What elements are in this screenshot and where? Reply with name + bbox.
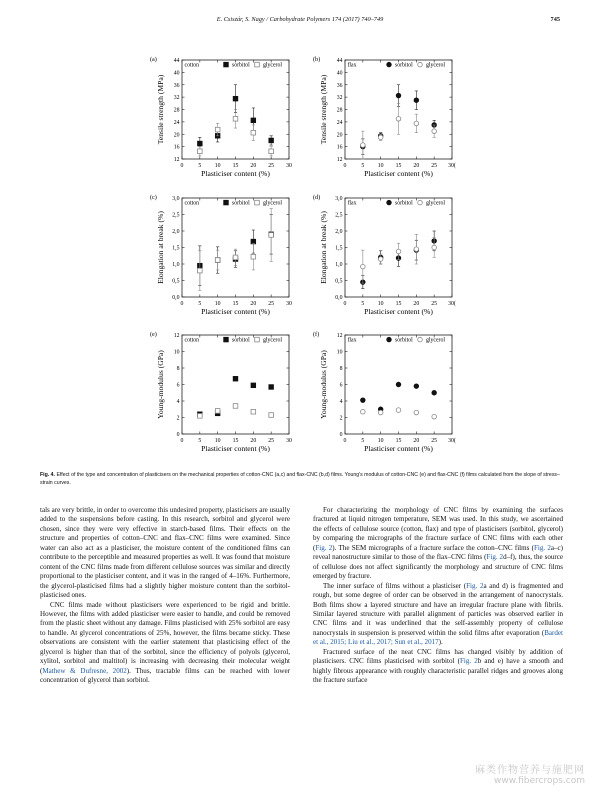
- y-tick-label: 12: [336, 333, 343, 340]
- data-point-glycerol: [233, 255, 238, 260]
- page-number: 745: [550, 16, 560, 23]
- legend-label-glycerol: glycerol: [426, 337, 445, 344]
- x-tick-label: 10: [214, 438, 221, 444]
- data-point-glycerol: [361, 409, 366, 414]
- panel-label: (c): [150, 194, 157, 201]
- chart-panel-e: [148, 325, 298, 465]
- data-point-glycerol: [378, 135, 383, 140]
- legend-marker-glycerol: [255, 200, 260, 205]
- y-axis-label: Tensile strength (MPa): [156, 74, 165, 145]
- legend-marker-glycerol: [418, 337, 423, 342]
- watermark-cn: 麻类作物营养与施肥网: [475, 765, 585, 776]
- x-tick-label: 15: [395, 163, 402, 169]
- legend-label-sorbitol: sorbitol: [395, 200, 413, 207]
- y-tick-label: 2,0: [172, 229, 180, 236]
- y-tick-label: 8: [339, 366, 343, 373]
- data-point-glycerol: [432, 129, 437, 134]
- figure-link[interactable]: Fig. 2: [459, 657, 478, 666]
- legend-marker-glycerol: [255, 337, 260, 342]
- data-point-glycerol: [269, 149, 274, 154]
- x-tick-label: 5: [198, 438, 202, 444]
- y-axis-label: Tensile strength (MPa): [319, 74, 328, 145]
- data-point-glycerol: [198, 268, 203, 273]
- legend-label-sorbitol: sorbitol: [232, 200, 250, 207]
- legend-marker-sorbitol: [387, 200, 392, 205]
- data-point-glycerol: [269, 413, 274, 418]
- x-tick-label: 15: [232, 301, 239, 307]
- watermark-url: www.fibercrops.com: [494, 776, 585, 786]
- y-tick-label: 12: [336, 157, 343, 164]
- data-point-sorbitol: [361, 398, 366, 403]
- data-point-glycerol: [396, 249, 401, 254]
- data-point-glycerol: [396, 408, 401, 413]
- y-tick-label: 3,0: [335, 196, 343, 203]
- legend-marker-sorbitol: [224, 62, 229, 67]
- y-tick-label: 12: [173, 157, 180, 164]
- y-tick-label: 0,5: [172, 278, 180, 285]
- y-tick-label: 36: [336, 82, 343, 89]
- x-tick-label: 5: [198, 301, 202, 307]
- y-axis-label: Young-modulus (GPa): [156, 350, 165, 419]
- x-tick-label: 30(: [448, 163, 456, 169]
- paragraph: The inner surface of films without a plasticiser (Fig. 2a and d) is fragmented and rough, but some degree of order can be observed in the arrangement of nanocrystals. Both films show a layered structure and have an irregular fracture plane with fibrils. Similar layered structure with parallel alignment of particles was observed earlier in CNC films and it was underlined that the self-assembly property of cellulose nanocrystals in suspension is preserved within the solid films after evaporation (Bardet et al., 2015; Liu et al., 2017; Sun et al., 2017).: [313, 581, 563, 647]
- legend-label-sorbitol: sorbitol: [395, 62, 413, 69]
- y-tick-label: 2,5: [172, 212, 180, 219]
- x-tick-label: 25: [268, 438, 275, 444]
- y-tick-label: 32: [336, 95, 343, 102]
- watermark: [475, 761, 585, 786]
- legend-marker-sorbitol: [387, 62, 392, 67]
- data-point-glycerol: [215, 258, 220, 263]
- y-tick-label: 3,0: [172, 196, 180, 203]
- paragraph: tals are very brittle, in order to overcome this undesired property, plasticisers are usually added to the suspensions before casting. In this research, sorbitol and glycerol were chosen, since they were very effective in starch-based films. Their effects on the structure and properties of cotton–CNC and flax–CNC films were examined. Since water can also act as a plasticiser, the moisture content of the conditioned films can contribute to the perceptible and measured properties as well. It was found that moisture content of the CNC films made from different cellulose sources was similar and directly proportional to the plasticiser content, and it was in the ranged of 4–16%. Furthermore, the glycerol-plasticised films had a slightly higher moisture content than the sorbitol-plasticised ones.: [40, 506, 290, 600]
- legend-source: cotton: [184, 200, 199, 207]
- x-tick-label: 5: [198, 163, 202, 169]
- legend-label-sorbitol: sorbitol: [232, 337, 250, 344]
- data-point-glycerol: [251, 409, 256, 414]
- data-point-glycerol: [378, 410, 383, 415]
- y-tick-label: 20: [173, 132, 180, 139]
- legend-label-glycerol: glycerol: [426, 200, 445, 207]
- data-point-sorbitol: [251, 118, 256, 123]
- x-tick-label: 10: [214, 301, 221, 307]
- y-tick-label: 28: [173, 107, 180, 114]
- y-tick-label: 36: [173, 82, 180, 89]
- data-point-sorbitol: [251, 383, 256, 388]
- data-point-sorbitol: [233, 376, 238, 381]
- x-tick-label: 20: [413, 301, 420, 307]
- y-tick-label: 2,5: [335, 212, 343, 219]
- citation-link[interactable]: Bardet et al., 2015; Liu et al., 2017; Sun et al., 2017: [313, 628, 563, 647]
- panel-label: (f): [313, 331, 320, 338]
- y-tick-label: 2: [176, 415, 180, 422]
- x-tick-label: 10: [214, 163, 221, 169]
- y-tick-label: 0,0: [335, 295, 343, 302]
- data-point-glycerol: [361, 143, 366, 148]
- y-tick-label: 10: [336, 349, 343, 356]
- data-point-sorbitol: [432, 390, 437, 395]
- y-axis-label: Young-modulus (GPa): [319, 350, 328, 419]
- panel-label: (e): [150, 331, 157, 338]
- y-tick-label: 8: [176, 366, 180, 373]
- y-tick-label: 2: [339, 415, 343, 422]
- legend-source: flax: [347, 200, 357, 207]
- x-tick-label: 10: [377, 438, 384, 444]
- y-tick-label: 0: [176, 432, 180, 439]
- x-axis-label: Plasticiser content (%): [201, 307, 270, 316]
- legend-marker-glycerol: [255, 62, 260, 67]
- x-tick-label: 30: [286, 163, 292, 169]
- x-tick-label: 20: [250, 301, 257, 307]
- x-tick-label: 30(: [448, 301, 456, 307]
- legend-label-glycerol: glycerol: [263, 337, 282, 344]
- legend-marker-sorbitol: [387, 337, 392, 342]
- y-axis-label: Elongation at break (%): [156, 211, 165, 284]
- chart-panel-b: [311, 50, 461, 190]
- data-point-sorbitol: [251, 239, 256, 244]
- data-point-glycerol: [198, 149, 203, 154]
- data-point-glycerol: [432, 414, 437, 419]
- y-tick-label: 2,0: [335, 229, 343, 236]
- y-tick-label: 24: [336, 119, 343, 126]
- legend-label-glycerol: glycerol: [426, 62, 445, 69]
- x-tick-label: 10: [377, 301, 384, 307]
- data-point-sorbitol: [414, 98, 419, 103]
- x-tick-label: 5: [361, 163, 365, 169]
- y-tick-label: 6: [176, 382, 180, 389]
- legend-source: cotton: [184, 62, 199, 69]
- legend-label-sorbitol: sorbitol: [395, 337, 413, 344]
- y-tick-label: 4: [339, 399, 343, 406]
- x-axis-label: Plasticiser content (%): [364, 307, 433, 316]
- x-tick-label: 25: [268, 163, 275, 169]
- data-point-glycerol: [378, 257, 383, 262]
- x-tick-label: 20: [250, 438, 257, 444]
- y-tick-label: 32: [173, 95, 180, 102]
- figure-link[interactable]: Fig. 2: [315, 543, 333, 552]
- x-axis-label: Plasticiser content (%): [364, 169, 433, 178]
- x-tick-label: 0: [180, 163, 184, 169]
- y-tick-label: 24: [173, 119, 180, 126]
- y-tick-label: 4: [176, 399, 180, 406]
- y-tick-label: 0,5: [335, 278, 343, 285]
- running-header: [40, 16, 560, 28]
- data-point-sorbitol: [269, 385, 274, 390]
- legend-label-glycerol: glycerol: [263, 62, 282, 69]
- figure-link[interactable]: Fig. 2: [533, 543, 551, 552]
- legend-marker-glycerol: [418, 200, 423, 205]
- caption-label: Fig. 4.: [40, 472, 55, 478]
- x-tick-label: 25: [431, 163, 438, 169]
- y-tick-label: 10: [173, 349, 180, 356]
- y-tick-label: 1,5: [335, 245, 343, 252]
- x-tick-label: 25: [431, 438, 438, 444]
- y-tick-label: 16: [336, 144, 343, 151]
- x-tick-label: 15: [232, 438, 239, 444]
- y-tick-label: 0: [339, 432, 343, 439]
- data-point-glycerol: [414, 247, 419, 252]
- x-tick-label: 0: [343, 163, 347, 169]
- chart-panel-f: [311, 325, 461, 465]
- x-tick-label: 30(: [448, 438, 456, 444]
- x-tick-label: 0: [180, 438, 184, 444]
- y-tick-label: 40: [336, 70, 343, 77]
- legend-marker-sorbitol: [224, 200, 229, 205]
- x-axis-label: Plasticiser content (%): [201, 444, 270, 453]
- data-point-sorbitol: [233, 96, 238, 101]
- x-tick-label: 15: [232, 163, 239, 169]
- data-point-sorbitol: [198, 141, 203, 146]
- legend-source: flax: [347, 62, 357, 69]
- x-tick-label: 20: [413, 438, 420, 444]
- x-tick-label: 0: [180, 301, 184, 307]
- x-tick-label: 15: [395, 438, 402, 444]
- figure-link[interactable]: Fig. 2: [486, 553, 504, 562]
- data-point-glycerol: [414, 121, 419, 126]
- body-column-left: [40, 506, 290, 686]
- legend-source: flax: [347, 337, 357, 344]
- panel-label: (b): [313, 56, 321, 63]
- data-point-sorbitol: [414, 384, 419, 389]
- paragraph: For characterizing the morphology of CNC films by examining the surfaces fractured at liquid nitrogen temperature, SEM was used. In this study, we ascertained the effects of cellulose source (cotton, flax) and type of plasticisers (sorbitol, glycerol) by comparing the micrographs of the fracture surface of CNC films with each other (Fig. 2). The SEM micrographs of a fracture surface the cotton–CNC films (Fig. 2a–c) reveal nanostructure similar to those of the flax–CNC films (Fig. 2d–f), thus, the source of cellulose does not affect significantly the morphology and structure of CNC films emerged by fracture.: [313, 506, 564, 581]
- legend-marker-sorbitol: [224, 337, 229, 342]
- data-point-glycerol: [432, 245, 437, 250]
- data-point-sorbitol: [396, 93, 401, 98]
- y-tick-label: 16: [173, 144, 180, 151]
- legend-label-glycerol: glycerol: [263, 200, 282, 207]
- x-tick-label: 30: [286, 438, 292, 444]
- legend-label-sorbitol: sorbitol: [232, 62, 250, 69]
- data-point-glycerol: [251, 254, 256, 259]
- x-tick-label: 25: [431, 301, 438, 307]
- y-tick-label: 28: [336, 107, 343, 114]
- x-tick-label: 25: [268, 301, 275, 307]
- x-tick-label: 5: [361, 301, 365, 307]
- chart-panel-c: [148, 188, 298, 328]
- data-point-glycerol: [198, 414, 203, 419]
- x-tick-label: 5: [361, 438, 365, 444]
- x-tick-label: 20: [250, 163, 257, 169]
- y-tick-label: 1,5: [172, 245, 180, 252]
- data-point-glycerol: [215, 127, 220, 132]
- x-tick-label: 10: [377, 163, 384, 169]
- chart-panel-d: [311, 188, 461, 328]
- x-axis-label: Plasticiser content (%): [364, 444, 433, 453]
- caption-text: Effect of the type and concentration of plasticisers on the mechanical properties of cotton-CNC (a,c) and flax-CNC (b,d) films. Young's modulus of cotton-CNC (e) and flax-CNC (f) films calculated from the slope of stress–strain curves.: [40, 472, 560, 486]
- running-title: E. Csiszár, S. Nagy / Carbohydrate Polymers 174 (2017) 740–749: [216, 16, 384, 23]
- y-tick-label: 6: [339, 382, 343, 389]
- panel-label: (a): [150, 56, 157, 63]
- data-point-glycerol: [233, 404, 238, 409]
- y-tick-label: 44: [173, 58, 180, 65]
- data-point-glycerol: [251, 130, 256, 135]
- x-tick-label: 0: [343, 438, 347, 444]
- y-tick-label: 44: [336, 58, 343, 65]
- data-point-glycerol: [215, 409, 220, 414]
- data-point-glycerol: [396, 116, 401, 121]
- citation-link[interactable]: Mathew & Dufresne, 2002: [42, 666, 127, 675]
- paragraph: CNC films made without plasticisers were experienced to be rigid and brittle. However, the films with added plasticiser were easier to handle, and could be removed from the plastic sheet without any damage. Films plasticised with 25% sorbitol are easy to handle. At glycerol concentrations of 25%, however, the films became sticky. These observations are consistent with the earlier statement that plasticising effect of the glycerol is higher than that of the sorbitol, since the efficiency of polyols (glycerol, xylitol, sorbitol and maltitol) is increasing with decreasing their molecular weight (Mathew & Dufresne, 2002). Thus, tractable films can be reached with lower concentration of glycerol than sorbitol.: [40, 600, 290, 685]
- data-point-glycerol: [269, 233, 274, 238]
- x-tick-label: 15: [395, 301, 402, 307]
- x-axis-label: Plasticiser content (%): [201, 169, 270, 178]
- data-point-glycerol: [414, 410, 419, 415]
- figure-link[interactable]: Fig. 2: [466, 581, 484, 590]
- y-tick-label: 1,0: [172, 262, 180, 269]
- data-point-glycerol: [361, 264, 366, 269]
- figure-caption: [40, 472, 562, 487]
- data-point-sorbitol: [269, 138, 274, 143]
- body-column-right: [313, 506, 563, 686]
- legend-source: cotton: [184, 337, 199, 344]
- panel-label: (d): [313, 194, 321, 201]
- chart-panel-a: [148, 50, 298, 190]
- y-axis-label: Elongation at break (%): [319, 211, 328, 284]
- plot-frame: [182, 198, 289, 297]
- x-tick-label: 20: [413, 163, 420, 169]
- y-tick-label: 20: [336, 132, 343, 139]
- y-tick-label: 12: [173, 333, 180, 340]
- x-tick-label: 0: [343, 301, 347, 307]
- x-tick-label: 30: [286, 301, 292, 307]
- y-tick-label: 40: [173, 70, 180, 77]
- paragraph: Fractured surface of the neat CNC films has changed visibly by addition of plasticisers. CNC films plasticised with sorbitol (Fig. 2b and e) have a smooth and highly fibrous appearance with roughly characteristic parallel ridges and grooves along the fracture surface: [313, 647, 563, 685]
- y-tick-label: 1,0: [335, 262, 343, 269]
- data-point-glycerol: [233, 116, 238, 121]
- data-point-sorbitol: [396, 382, 401, 387]
- legend-marker-glycerol: [418, 62, 423, 67]
- y-tick-label: 0,0: [172, 295, 180, 302]
